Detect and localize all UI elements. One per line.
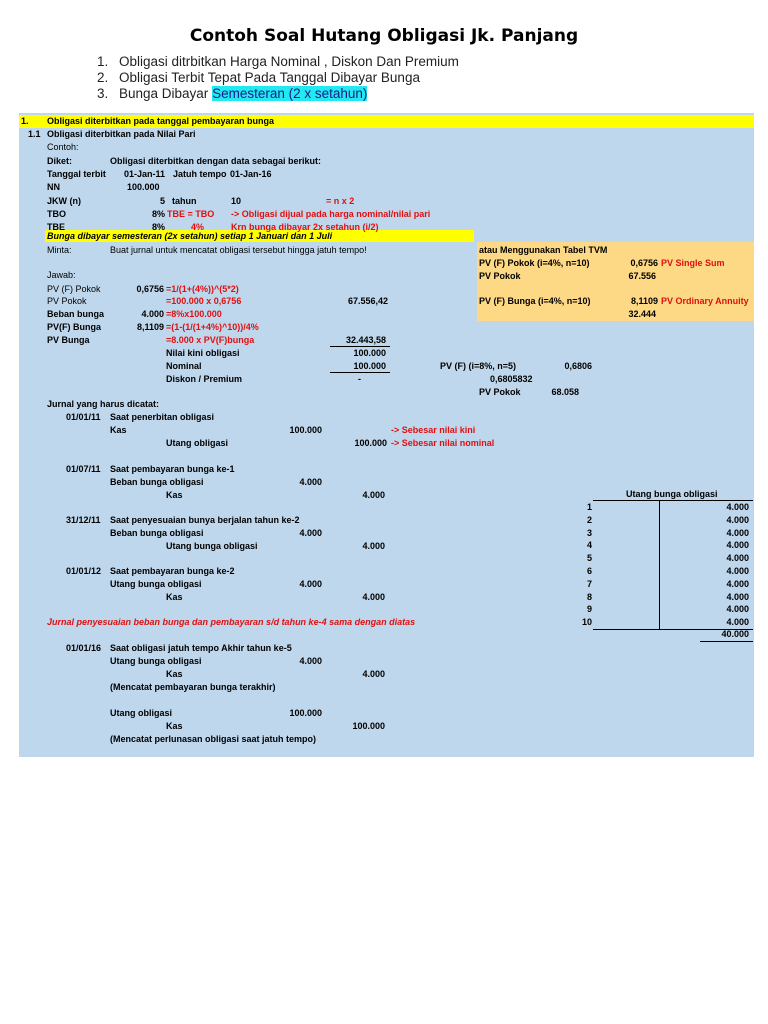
ledger-row-value: 4.000: [726, 617, 749, 628]
ledger-row-number: 1: [586, 502, 592, 512]
summary-value: 100.000: [353, 348, 386, 358]
list-item: [97, 70, 420, 85]
j1-dr-note: -> Sebesar nilai kini: [391, 425, 476, 435]
j2-dr: Beban bunga obligasi: [110, 477, 204, 487]
minta-label: Minta:: [47, 245, 72, 255]
jurnal-title: Jurnal yang harus dicatat:: [47, 399, 160, 409]
list-item: [97, 86, 367, 101]
tbo-label: TBO: [47, 209, 66, 219]
tanggal-terbit: 01-Jan-11: [124, 169, 166, 179]
summary-value: -: [358, 374, 361, 384]
ledger-row-value: 4.000: [726, 540, 749, 551]
minta-text: Buat jurnal untuk mencatat obligasi tersebut hingga jatuh tempo!: [110, 245, 367, 255]
j5-memo: (Mencatat pembayaran bunga terakhir): [110, 682, 276, 692]
list-number: 1.: [97, 54, 109, 69]
pvf5-value: 0,6806: [564, 361, 592, 371]
j3-cr-val: 4.000: [362, 541, 385, 551]
tvm-pvf-label: PV (F) Pokok (i=4%, n=10): [479, 258, 590, 268]
tanggal-label: Tanggal terbit: [47, 169, 106, 179]
list-text: Obligasi Terbit Tepat Pada Tanggal Dibayar Bunga: [119, 70, 420, 85]
ledger-row-number: 4: [586, 540, 592, 551]
list-highlight: Semesteran (2 x setahun): [212, 86, 368, 101]
j5-dr-val: 4.000: [299, 656, 322, 666]
ledger-row-value: 4.000: [726, 604, 749, 615]
calc-pvf-bunga-label: PV(F) Bunga: [47, 322, 101, 332]
summary-label: Diskon / Premium: [166, 374, 243, 384]
ledger-row-number: 10: [581, 617, 592, 628]
j3-dr: Beban bunga obligasi: [110, 528, 204, 538]
calc-pv-bunga-result: 32.443,58: [345, 335, 386, 345]
tvm-pvf-value: 0,6756: [630, 258, 658, 268]
j5-dr: Utang bunga obligasi: [110, 656, 202, 666]
tvm-pvb-total: 32.444: [628, 309, 656, 319]
ledger-row-value: 4.000: [726, 514, 749, 525]
tvm-title: atau Menggunakan Tabel TVM: [479, 245, 608, 255]
ledger-row-number: 7: [586, 578, 592, 589]
j4-dr-val: 4.000: [299, 579, 322, 589]
calc-beban-formula: =8%x100.000: [166, 309, 222, 319]
ledger-row-value: 4.000: [726, 553, 749, 564]
section-number: 1.: [21, 116, 29, 126]
section-title: Obligasi diterbitkan pada tanggal pembayaran bunga: [47, 116, 275, 126]
ledger-row-number: 8: [586, 591, 592, 602]
j2-cr: Kas: [166, 490, 183, 500]
diket-label: Diket:: [47, 156, 73, 166]
j3-date: 31/12/11: [66, 515, 101, 525]
tbo-note1: TBE = TBO: [167, 209, 215, 219]
list-text: Bunga Dibayar: [119, 86, 213, 101]
page-title: Contoh Soal Hutang Obligasi Jk. Panjang: [189, 26, 579, 46]
jatuh-tempo-label: Jatuh tempo: [173, 169, 227, 179]
calc-beban-label: Beban bunga: [47, 309, 105, 319]
ledger-row-number: 5: [586, 553, 592, 564]
j4-cr: Kas: [166, 592, 183, 602]
calc-beban-value: 4.000: [141, 309, 164, 319]
calc-pvf-formula: =1/(1+(4%))^(5*2): [166, 284, 239, 294]
sum-rule: [330, 346, 390, 347]
contoh-label: Contoh:: [47, 142, 79, 152]
list-item: [97, 54, 459, 69]
j4-desc: Saat pembayaran bunga ke-2: [110, 566, 235, 576]
j2-dr-val: 4.000: [299, 477, 322, 487]
jawab-label: Jawab:: [47, 270, 76, 280]
pvf5-pokok-value: 68.058: [551, 387, 579, 397]
ledger-row-number: 6: [586, 566, 592, 576]
calc-pvf-bunga-formula: =(1-(1/(1+4%)^10))/4%: [166, 322, 259, 332]
j1-desc: Saat penerbitan obligasi: [110, 412, 215, 422]
calc-pv-pokok-result: 67.556,42: [347, 296, 388, 306]
ledger-divider: [659, 500, 660, 630]
tbe-label: TBE: [47, 222, 65, 232]
calc-pv-bunga-label: PV Bunga: [47, 335, 90, 345]
subsection-title: Obligasi diterbitkan pada Nilai Pari: [47, 129, 196, 139]
jatuh-tempo: 01-Jan-16: [230, 169, 272, 179]
nn-label: NN: [47, 182, 60, 192]
calc-pvf-label: PV (F) Pokok: [47, 284, 101, 294]
summary-value: 100.000: [353, 361, 386, 371]
ledger-row-value: 4.000: [726, 591, 749, 602]
j1-cr: Utang obligasi: [166, 438, 229, 448]
j5-date: 01/01/16: [66, 643, 102, 653]
tvm-pvf-note: PV Single Sum: [661, 258, 725, 268]
summary-label: Nominal: [166, 361, 202, 371]
tbo-note2: -> Obligasi dijual pada harga nominal/nilai pari: [231, 209, 431, 219]
tvm-pv-pokok-label: PV Pokok: [479, 271, 521, 281]
j6-dr: Utang obligasi: [110, 708, 173, 718]
tvm-pvb-note: PV Ordinary Annuity: [661, 296, 749, 306]
j1-cr-val: 100.000: [354, 438, 387, 448]
diket-text: Obligasi diterbitkan dengan data sebagai berikut:: [110, 156, 322, 166]
tbe-note: Krn bunga dibayar 2x setahun (i/2): [231, 222, 379, 232]
tvm-pvb-value: 8,1109: [630, 296, 658, 306]
j3-cr: Utang bunga obligasi: [166, 541, 258, 551]
tvm-pvb-label: PV (F) Bunga (i=4%, n=10): [479, 296, 591, 306]
jkw-n: 10: [231, 196, 242, 206]
list-number: 2.: [97, 70, 109, 85]
j2-date: 01/07/11: [66, 464, 101, 474]
j6-memo: (Mencatat perlunasan obligasi saat jatuh tempo): [110, 734, 317, 744]
jkw-formula: = n x 2: [326, 196, 355, 206]
j6-dr-val: 100.000: [289, 708, 322, 718]
j4-dr: Utang bunga obligasi: [110, 579, 202, 589]
pvf5-label: PV (F) (i=8%, n=5): [440, 361, 517, 371]
j1-date: 01/01/11: [66, 412, 101, 422]
ledger-row-number: 2: [586, 514, 592, 525]
calc-pv-bunga-formula: =8.000 x PV(F)bunga: [166, 335, 255, 345]
subsection-number: 1.1: [28, 129, 41, 139]
calc-pvf-bunga-value: 8,1109: [136, 322, 164, 332]
ledger-row-value: 4.000: [726, 566, 749, 576]
jkw-value: 5: [159, 196, 165, 206]
j1-dr: Kas: [110, 425, 127, 435]
ledger-total: 40.000: [721, 629, 749, 639]
note-red: Jurnal penyesuaian beban bunga dan pembayaran s/d tahun ke-4 sama dengan diatas: [47, 617, 416, 627]
jkw-unit: tahun: [172, 196, 197, 206]
ledger-double-rule: [700, 641, 753, 642]
pvf5-value2: 0,6805832: [490, 374, 533, 384]
j5-cr-val: 4.000: [362, 669, 385, 679]
sum-rule: [330, 372, 390, 373]
ledger-top-rule: [593, 500, 753, 501]
list-text: Obligasi ditrbitkan Harga Nominal , Diskon Dan Premium: [119, 54, 459, 69]
j4-cr-val: 4.000: [362, 592, 385, 602]
j2-desc: Saat pembayaran bunga ke-1: [110, 464, 235, 474]
pvf5-pokok-label: PV Pokok: [479, 387, 521, 397]
bunga-note: Bunga dibayar semesteran (2x setahun) setiap 1 Januari dan 1 Juli: [47, 231, 333, 241]
summary-label: Nilai kini obligasi: [166, 348, 240, 358]
list-number: 3.: [97, 86, 109, 101]
calc-pvf-value: 0,6756: [136, 284, 164, 294]
ledger-row-value: 4.000: [726, 527, 749, 538]
j4-date: 01/01/12: [66, 566, 102, 576]
j2-cr-val: 4.000: [362, 490, 385, 500]
calc-pv-pokok-label: PV Pokok: [47, 296, 87, 306]
j5-desc: Saat obligasi jatuh tempo Akhir tahun ke-5: [110, 643, 292, 653]
calc-pv-pokok-formula: =100.000 x 0,6756: [166, 296, 242, 306]
tbe-value: 8%: [151, 222, 165, 232]
j3-desc: Saat penyesuaian bunya berjalan tahun ke-2: [110, 515, 300, 525]
tvm-pv-pokok-value: 67.556: [628, 271, 656, 281]
j3-dr-val: 4.000: [299, 528, 322, 538]
j5-cr: Kas: [166, 669, 183, 679]
ledger-row-value: 4.000: [726, 578, 749, 589]
ledger-row-number: 9: [586, 604, 592, 615]
j6-cr: Kas: [166, 721, 183, 731]
j1-dr-val: 100.000: [289, 425, 322, 435]
j6-cr-val: 100.000: [352, 721, 385, 731]
j1-cr-note: -> Sebesar nilai nominal: [391, 438, 495, 448]
tbe-pct: 4%: [190, 222, 204, 232]
nn-value: 100.000: [127, 182, 160, 192]
tbo-value: 8%: [151, 209, 165, 219]
ledger-row-number: 3: [586, 527, 592, 538]
jkw-label: JKW (n): [47, 196, 81, 206]
ledger-title: Utang bunga obligasi: [626, 489, 718, 499]
ledger-row-value: 4.000: [726, 502, 749, 512]
